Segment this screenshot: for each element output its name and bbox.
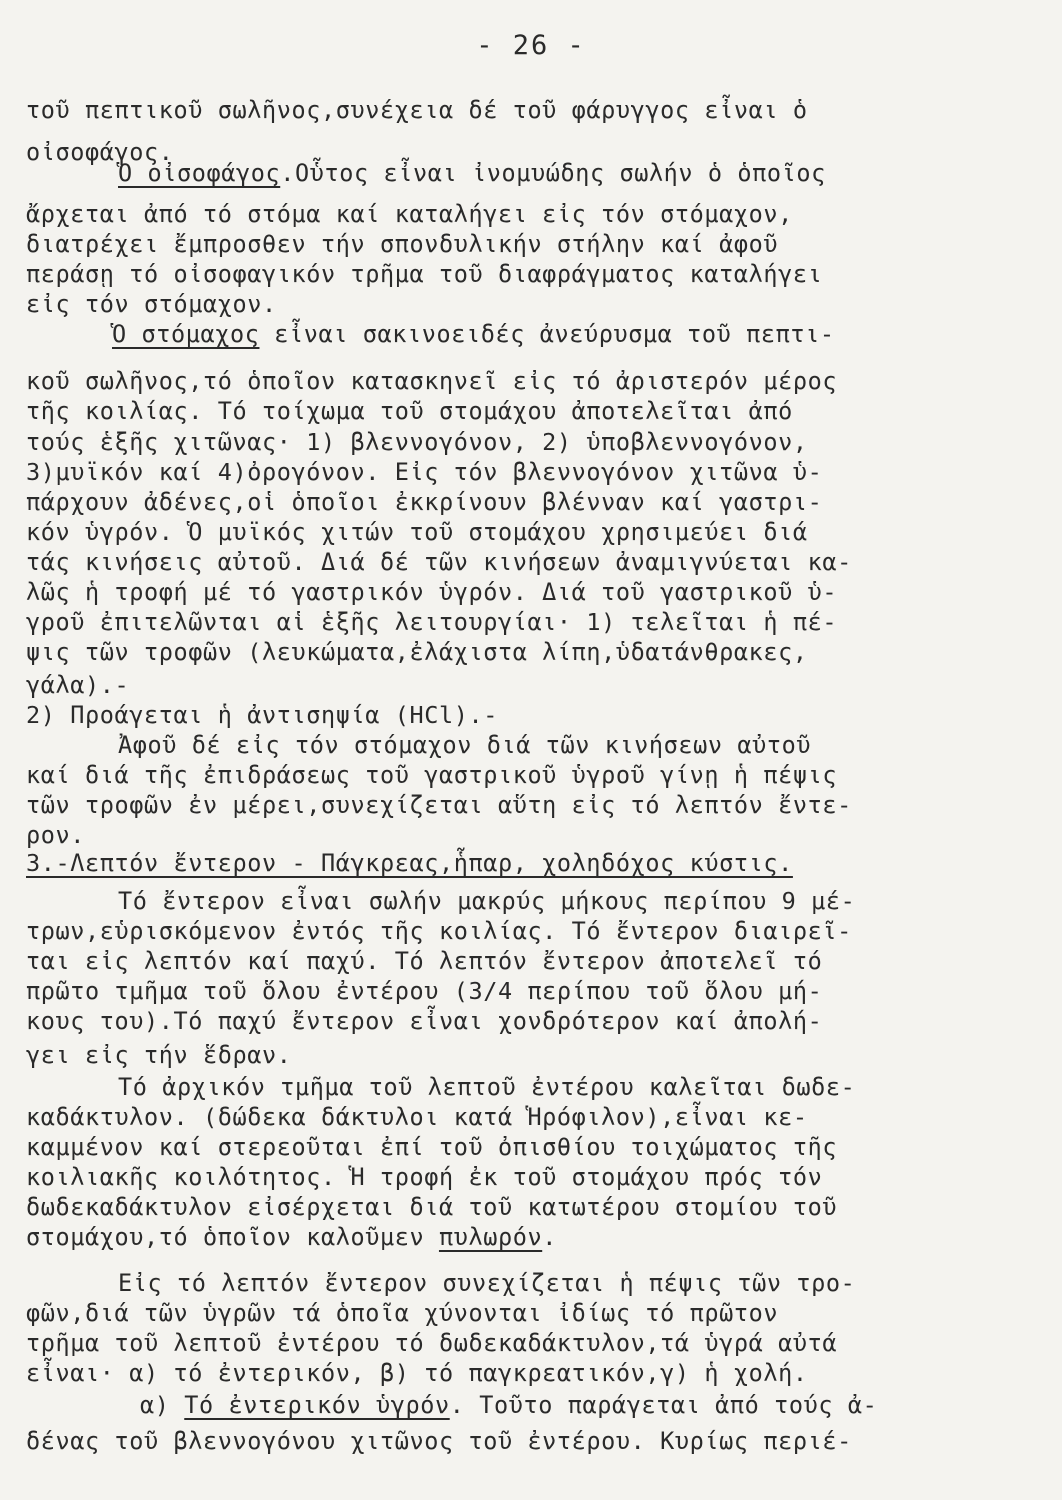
section-heading-small-intestine: 3.-Λεπτόν ἔντερον - Πάγκρεας,ἧπαρ, χοληδόχος κύστις. xyxy=(26,849,793,877)
text-line: περάσῃ τό οἰσοφαγικόν τρῆμα τοῦ διαφράγματος καταλήγει xyxy=(26,260,823,288)
page-number: - 26 - xyxy=(476,30,586,61)
text-line: καί διά τῆς ἐπιδράσεως τοῦ γαστρικοῦ ὑγροῦ γίνῃ ἡ πέψις xyxy=(26,761,838,789)
text-line: τρῆμα τοῦ λεπτοῦ ἐντέρου τό δωδεκαδάκτυλον,τά ὑγρά αὐτά xyxy=(26,1329,838,1357)
text-line: κοιλιακῆς κοιλότητος. Ἡ τροφή ἐκ τοῦ στομάχου πρός τόν xyxy=(26,1163,823,1191)
text-line: διατρέχει ἔμπροσθεν τήν σπονδυλικήν στήλην καί ἀφοῦ xyxy=(26,230,779,258)
text-line: καδάκτυλον. (δώδεκα δάκτυλοι κατά Ἡρόφιλον),εἶναι κε- xyxy=(26,1103,808,1131)
text-line: ρον. xyxy=(26,821,85,849)
text-line: 3)μυϊκόν καί 4)ὀρογόνον. Εἰς τόν βλεννογόνον χιτῶνα ὑ- xyxy=(26,458,823,486)
text-line: τῶν τροφῶν ἐν μέρει,συνεχίζεται αὕτη εἰς τό λεπτόν ἔντε- xyxy=(26,791,852,819)
text-line: εἰς τόν στόμαχον. xyxy=(26,290,277,318)
heading-esophagus: Ὁ οἰσοφάγος xyxy=(118,159,281,187)
text-line: τάς κινήσεις αὐτοῦ. Διά δέ τῶν κινήσεων ἀναμιγνύεται κα- xyxy=(26,548,852,576)
text-line: λῶς ἡ τροφή μέ τό γαστρικόν ὑγρόν. Διά τοῦ γαστρικοῦ ὑ- xyxy=(26,578,838,606)
text-line: κόν ὑγρόν. Ὁ μυϊκός χιτών τοῦ στομάχου χρησιμεύει διά xyxy=(26,518,808,546)
text-line: γροῦ ἐπιτελῶνται αἱ ἑξῆς λειτουργίαι· 1) τελεῖται ἡ πέ- xyxy=(26,608,838,636)
text-line: πάρχουν ἀδένες,οἱ ὁποῖοι ἐκκρίνουν βλένναν καί γαστρι- xyxy=(26,488,823,516)
text-line: α) Τό ἐντερικόν ὑγρόν. Τοῦτο παράγεται ἀπό τούς ἀ- xyxy=(140,1391,878,1419)
text-line: δένας τοῦ βλεννογόνου χιτῶνος τοῦ ἐντέρου. Κυρίως περιέ- xyxy=(26,1427,852,1455)
text-line xyxy=(26,848,793,878)
text-line: Τό ἔντερον εἶναι σωλήν μακρύς μήκους περίπου 9 μέ- xyxy=(118,887,856,915)
text-line: πρῶτο τμῆμα τοῦ ὅλου ἐντέρου (3/4 περίπου τοῦ ὅλου μή- xyxy=(26,977,823,1005)
text-line: γει εἰς τήν ἕδραν. xyxy=(26,1041,292,1069)
text-line: κοῦ σωλῆνος,τό ὁποῖον κατασκηνεῖ εἰς τό ἀριστερόν μέρος xyxy=(26,367,838,395)
text-line: φῶν,διά τῶν ὑγρῶν τά ὁποῖα χύνονται ἰδίως τό πρῶτον xyxy=(26,1299,779,1327)
term-intestinal-fluid: Τό ἐντερικόν ὑγρόν xyxy=(184,1391,450,1419)
text-line: 2) Προάγεται ἡ ἀντισηψία (HCl).- xyxy=(26,701,498,729)
text-line: τρων,εὑρισκόμενον ἐντός τῆς κοιλίας. Τό ἔντερον διαιρεῖ- xyxy=(26,917,852,945)
text-line: τούς ἑξῆς χιτῶνας· 1) βλεννογόνον, 2) ὑποβλεννογόνον, xyxy=(26,428,808,456)
text-line: δωδεκαδάκτυλον εἰσέρχεται διά τοῦ κατωτέρου στομίου τοῦ xyxy=(26,1193,838,1221)
text-line: κους του).Τό παχύ ἔντερον εἶναι χονδρότερον καί ἀπολή- xyxy=(26,1007,823,1035)
text-line: ἄρχεται ἀπό τό στόμα καί καταλήγει εἰς τόν στόμαχον, xyxy=(26,200,793,228)
text-line: ται εἰς λεπτόν καί παχύ. Τό λεπτόν ἔντερον ἀποτελεῖ τό xyxy=(26,947,823,975)
text-line: Ὁ στόμαχος εἶναι σακινοειδές ἀνεύρυσμα τοῦ πεπτι- xyxy=(112,320,835,348)
text-line: Ὁ οἰσοφάγος.Οὗτος εἶναι ἰνομυώδης σωλήν ὁ ὁποῖος xyxy=(118,159,826,187)
text-line: καμμένον καί στερεοῦται ἐπί τοῦ ὀπισθίου τοιχώματος τῆς xyxy=(26,1133,838,1161)
text-line: ψις τῶν τροφῶν (λευκώματα,ἐλάχιστα λίπη,ὑδατάνθρακες, xyxy=(26,638,808,666)
text-line: στομάχου,τό ὁποῖον καλοῦμεν πυλωρόν. xyxy=(26,1223,557,1251)
text-line: τῆς κοιλίας. Τό τοίχωμα τοῦ στομάχου ἀποτελεῖται ἀπό xyxy=(26,397,793,425)
text-line: τοῦ πεπτικοῦ σωλῆνος,συνέχεια δέ τοῦ φάρυγγος εἶναι ὁ xyxy=(26,96,808,124)
text-line: γάλα).- xyxy=(26,671,130,699)
text-line: Τό ἀρχικόν τμῆμα τοῦ λεπτοῦ ἐντέρου καλεῖται δωδε- xyxy=(118,1073,856,1101)
text-line: εἶναι· α) τό ἐντερικόν, β) τό παγκρεατικόν,γ) ἡ χολή. xyxy=(26,1359,808,1387)
text-line: Εἰς τό λεπτόν ἔντερον συνεχίζεται ἡ πέψις τῶν τρο- xyxy=(118,1269,856,1297)
text-line: οἰσοφάγος. xyxy=(26,138,174,166)
heading-stomach: Ὁ στόμαχος xyxy=(112,320,260,348)
term-pylorus: πυλωρόν xyxy=(438,1223,543,1251)
text-line: Ἀφοῦ δέ εἰς τόν στόμαχον διά τῶν κινήσεων αὐτοῦ xyxy=(118,731,812,759)
